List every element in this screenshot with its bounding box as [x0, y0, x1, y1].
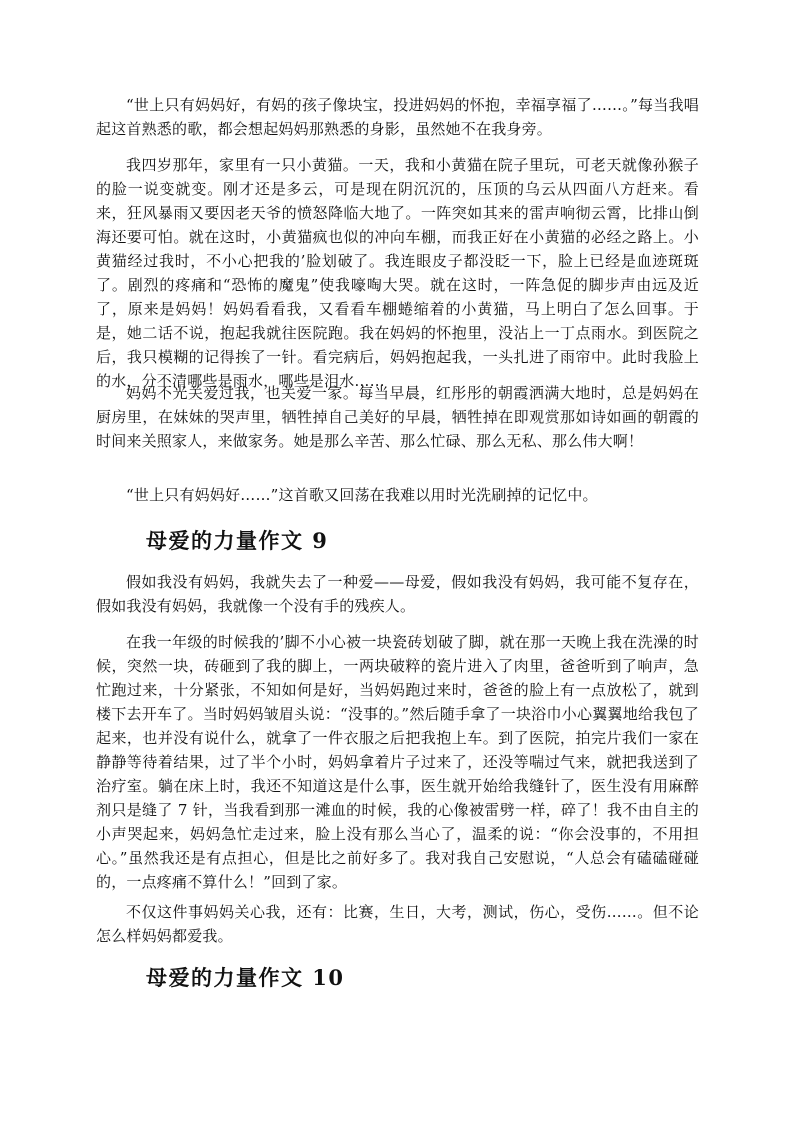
section-heading-10: 母爱的力量作文 10 — [146, 965, 345, 990]
paragraph-song-echo: “世上只有妈妈好……”这首歌又回荡在我难以用时光洗刷掉的记忆中。 — [126, 486, 598, 504]
paragraph-song-intro: “世上只有妈妈好，有妈的孩子像块宝，投进妈妈的怀抱，幸福享福了……。”每当我唱起这首熟悉的歌，都会想起妈妈那熟悉的身影，虽然她不在我身旁。 — [96, 96, 699, 138]
section-heading-9: 母爱的力量作文 9 — [146, 528, 329, 553]
paragraph-foot-injury-story: 在我一年级的时候我的’脚不小心被一块瓷砖划破了脚，就在那一天晚上我在洗澡的时候，突然一块，砖砸到了我的脚上，一两块破粹的瓷片进入了肉里，爸爸听到了响声，急忙跑过来，十分紧张，不知如何是好，当妈妈跑过来时，爸爸的脸上有一点放松了，就到楼下去开车了。当时妈妈皱眉头说：“没事的。”然后随手拿了一块浴巾小心翼翼地给我包了起来，也并没有说什么，就拿了一件衣服之后把我抱上车。到了医院，拍完片我们一家在静静等待着结果，过了半个小时，妈妈拿着片子过来了，还没等喘过气来，就把我送到了治疗室。躺在床上时，我还不知道这是什么事，医生就开始给我缝针了，医生没有用麻醉剂只是缝了 7 针，当我看到那一滩血的时候，我的心像被雷劈一样，碎了！我不由自主的小声哭起来，妈妈急忙走过来，脸上没有那么当心了，温柔的说：“你会没事的，不用担心。”虽然我还是有点担心，但是比之前好多了。我对我自己安慰说，“人总会有磕磕碰碰的，一点疼痛不算什么！”回到了家。 — [96, 633, 699, 891]
paragraph-mother-cares-family: 妈妈不光关爱过我，也关爱一家。每当早晨，红彤彤的朝霞洒满大地时，总是妈妈在厨房里，在妹妹的哭声里，牺牲掉自己美好的早晨，牺牲掉在即观赏那如诗如画的朝霞的时间来关照家人，来做家务。她是那么辛苦、那么忙碌、那么无私、那么伟大啊！ — [96, 384, 699, 450]
paragraph-mother-always-loves: 不仅这件事妈妈关心我，还有：比赛，生日，大考，测试，伤心，受伤……。但不论怎么样妈妈都爱我。 — [96, 903, 699, 945]
paragraph-without-mother: 假如我没有妈妈，我就失去了一种爱——母爱，假如我没有妈妈，我可能不复存在，假如我没有妈妈，我就像一个没有手的残疾人。 — [96, 573, 699, 615]
paragraph-yellow-cat-story: 我四岁那年，家里有一只小黄猫。一天，我和小黄猫在院子里玩，可老天就像孙猴子的脸一说变就变。刚才还是多云，可是现在阴沉沉的，压顶的乌云从四面八方赶来。看来，狂风暴雨又要因老天爷的愤怒降临大地了。一阵突如其来的雷声响彻云霄，比排山倒海还要可怕。就在这时，小黄猫疯也似的冲向车棚，而我正好在小黄猫的必经之路上。小黄猫经过我时，不小心把我的’脸划破了。我连眼皮子都没眨一下，脸上已经是血迹斑斑了。剧烈的疼痛和“恐怖的魔鬼”使我嚎啕大哭。就在这时，一阵急促的脚步声由远及近了，原来是妈妈！妈妈看看我，又看看车棚蜷缩着的小黄猫，马上明白了怎么回事。于是，她二话不说，抱起我就往医院跑。我在妈妈的怀抱里，没沾上一丁点雨水。到医院之后，我只模糊的记得挨了一针。看完病后，妈妈抱起我，一头扎进了雨帘中。此时我脸上的水，分不清哪些是雨水，哪些是泪水…… — [96, 156, 699, 390]
